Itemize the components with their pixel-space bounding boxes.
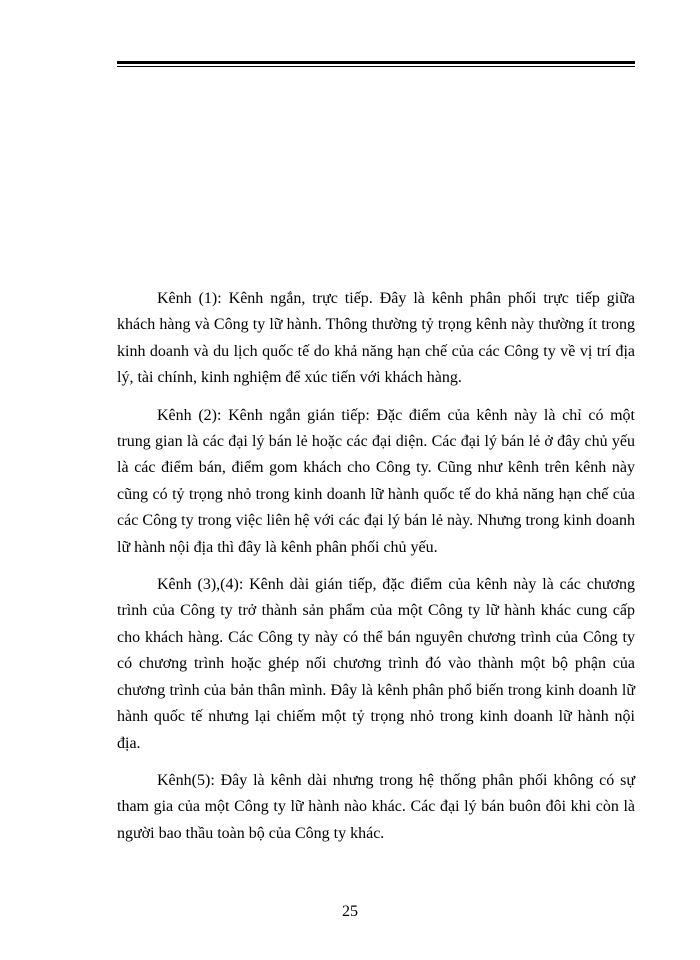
paragraph-kenh-3-4: Kênh (3),(4): Kênh dài gián tiếp, đặc điểm của kênh này là các chương trình của Công ty trở thành sản phẩm của một Công ty lữ hành khác cung cấp cho khách hàng. Các Công ty này có thể bán nguyên chương trình của Công ty có chương trình hoặc ghép nối chương trình đó vào thành một bộ phận của chương trình của bản thân mình. Đây là kênh phân phổ biến trong kinh doanh lữ hành quốc tế nhưng lại chiếm một tỷ trọng nhỏ trong kinh doanh lữ hành nội địa. <box>117 576 635 752</box>
document-body <box>117 286 635 858</box>
header-rule-thin-line <box>117 66 635 67</box>
page-number: 25 <box>342 903 358 920</box>
paragraph-kenh-2: Kênh (2): Kênh ngắn gián tiếp: Đặc điểm của kênh này là chỉ có một trung gian là các đại lý bán lẻ hoặc các đại diện. Các đại lý bán lẻ ở đây chủ yếu là các điểm bán, điểm gom khách cho Công ty. Cũng như kênh trên kênh này cũng có tỷ trọng nhỏ trong kinh doanh lữ hành quốc tế do khả năng hạn chế của các Công ty trong việc liên hệ với các đại lý bán lẻ này. Nhưng trong kinh doanh lữ hành nội địa thì đây là kênh phân phối chủ yếu. <box>117 406 635 556</box>
paragraph-kenh-5: Kênh(5): Đây là kênh dài nhưng trong hệ thống phân phối không có sự tham gia của một Công ty lữ hành nào khác. Các đại lý bán buôn đôi khi còn là người bao thầu toàn bộ của Công ty khác. <box>117 771 635 842</box>
paragraph-kenh-1: Kênh (1): Kênh ngắn, trực tiếp. Đây là kênh phân phối trực tiếp giữa khách hàng và Công ty lữ hành. Thông thường tỷ trọng kênh này thường ít trong kinh doanh và du lịch quốc tế do khả năng hạn chế của các Công ty về vị trí địa lý, tài chính, kinh nghiệm để xúc tiến với khách hàng. <box>117 290 635 387</box>
header-double-rule <box>117 61 635 67</box>
header-rule-thick-line <box>117 61 635 64</box>
